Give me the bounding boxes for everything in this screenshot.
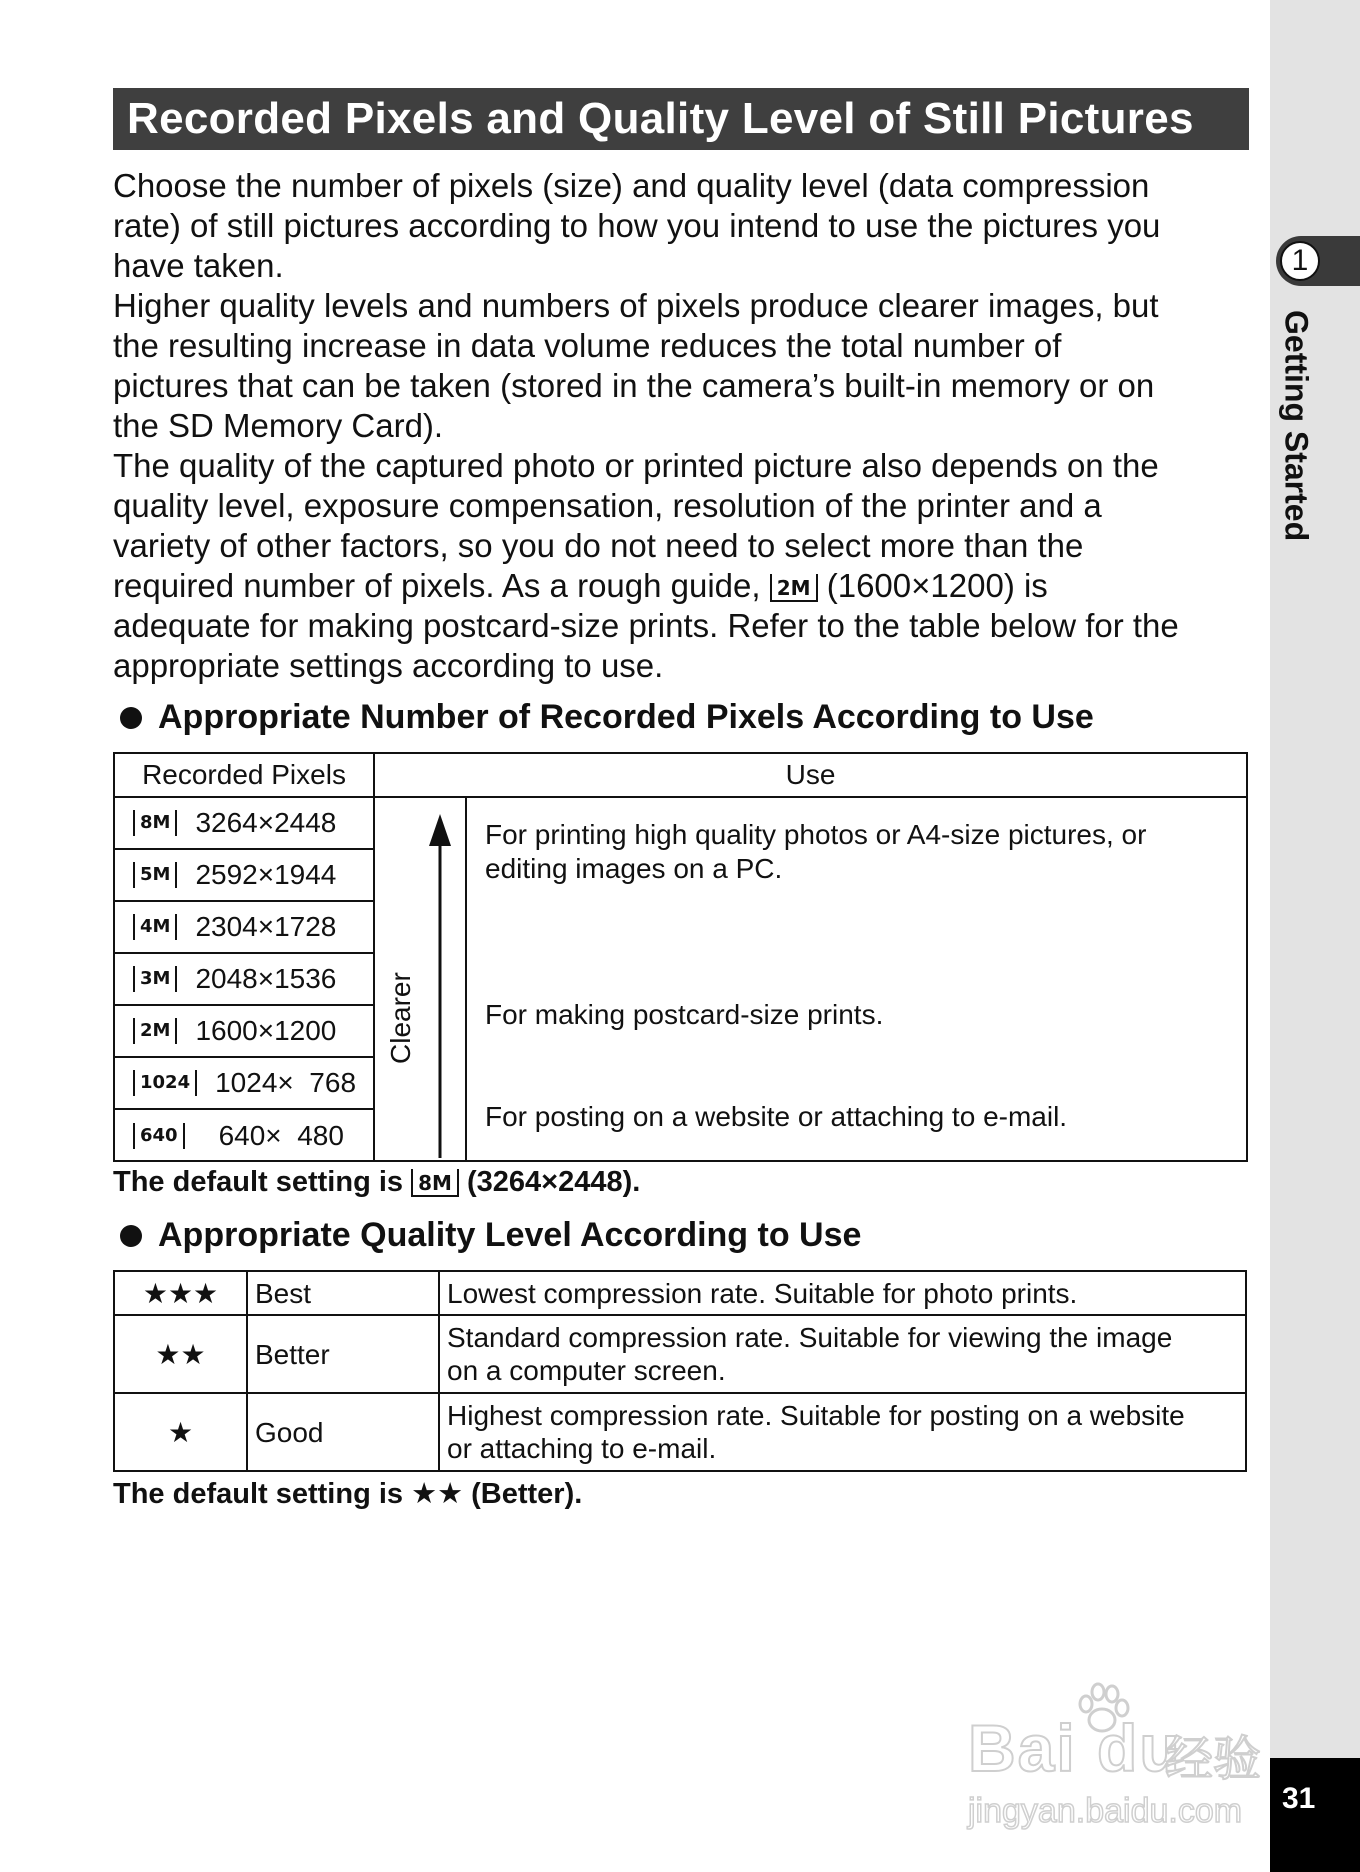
quality-level: Better <box>247 1315 439 1393</box>
pixels-8m-icon: 8M <box>133 810 177 836</box>
intro-line: Choose the number of pixels (size) and quality level (data compression <box>113 167 1150 204</box>
use-line: For printing high quality photos or A4-size pictures, or <box>485 819 1147 850</box>
table-row <box>115 954 373 1006</box>
quality-heading-text: Appropriate Quality Level According to Use <box>158 1216 862 1254</box>
pixels-5m-icon: 5M <box>133 862 177 888</box>
default-suffix: (3264×2448). <box>466 1166 641 1198</box>
intro-line: quality level, exposure compensation, resolution of the printer and a <box>113 487 1102 524</box>
intro-line: have taken. <box>113 247 284 284</box>
pixels-2m-icon: 2M <box>770 574 818 602</box>
stars-rating: ★ <box>114 1393 247 1471</box>
pixels-4m-icon: 4M <box>133 914 177 940</box>
pixel-value: 2592×1944 <box>195 859 337 890</box>
page-number: 31 <box>1270 1758 1360 1872</box>
bullet-icon <box>120 707 142 729</box>
pixels-column <box>115 798 375 1160</box>
guide-text-after: (1600×1200) is <box>826 567 1048 604</box>
table-row <box>115 850 373 902</box>
chapter-number: 1 <box>1280 241 1320 281</box>
pixel-value: 640× 480 <box>218 1120 344 1151</box>
desc-line: Highest compression rate. Suitable for posting on a website <box>447 1400 1185 1431</box>
desc-line: Lowest compression rate. Suitable for photo prints. <box>447 1277 1078 1309</box>
header-recorded-pixels: Recorded Pixels <box>115 754 375 798</box>
table-row <box>114 1393 1246 1471</box>
pixels-default-setting <box>113 1166 640 1199</box>
table-row <box>115 1110 373 1162</box>
pixels-section-heading <box>120 698 1094 737</box>
guide-text-before: required number of pixels. As a rough guide, <box>113 567 761 604</box>
watermark-cn: 经验 <box>1165 1731 1262 1787</box>
use-high-quality <box>485 818 1225 886</box>
pixels-3m-icon: 3M <box>133 966 177 992</box>
pixel-value: 2048×1536 <box>195 963 337 994</box>
quality-level: Good <box>247 1393 439 1471</box>
intro-line: the resulting increase in data volume reduces the total number of <box>113 327 1062 364</box>
desc-line: or attaching to e-mail. <box>447 1433 717 1464</box>
watermark-url: jingyan.baidu.com <box>968 1792 1243 1830</box>
pixel-value: 2304×1728 <box>195 911 337 942</box>
quality-description <box>439 1271 1246 1315</box>
intro-line: The quality of the captured photo or printed picture also depends on the <box>113 447 1159 484</box>
use-line: editing images on a PC. <box>485 853 783 884</box>
stars-rating: ★★ <box>114 1315 247 1393</box>
use-postcard: For making postcard-size prints. <box>485 999 884 1030</box>
table-row <box>115 798 373 850</box>
intro-line: variety of other factors, so you do not need to select more than the <box>113 527 1084 564</box>
quality-level: Best <box>247 1271 439 1315</box>
quality-section-heading <box>120 1216 861 1255</box>
intro-line: the SD Memory Card). <box>113 407 444 444</box>
quality-description <box>439 1315 1246 1393</box>
table-row <box>115 902 373 954</box>
header-use: Use <box>375 754 1246 798</box>
chapter-label[interactable]: Getting Started <box>1278 310 1315 542</box>
bullet-icon <box>120 1225 142 1247</box>
pixels-heading-text: Appropriate Number of Recorded Pixels According to Use <box>158 698 1094 736</box>
intro-line: Higher quality levels and numbers of pixels produce clearer images, but <box>113 287 1159 324</box>
pixel-value: 1024× 768 <box>215 1067 357 1098</box>
table-row <box>115 1058 373 1110</box>
pixels-8m-icon: 8M <box>411 1169 459 1197</box>
pixels-640-icon: 640 <box>133 1123 185 1149</box>
intro-line: rate) of still pictures according to how you intend to use the pictures you <box>113 207 1161 244</box>
table-row <box>115 1006 373 1058</box>
table-row <box>114 1271 1246 1315</box>
intro-line: pictures that can be taken (stored in the camera’s built-in memory or on <box>113 367 1155 404</box>
intro-guide-line <box>113 566 1253 606</box>
quality-default-setting: The default setting is ★★ (Better). <box>113 1478 583 1510</box>
pixels-1024-icon: 1024 <box>133 1070 197 1096</box>
pixels-table <box>113 752 1248 1162</box>
chapter-number-tab[interactable] <box>1276 236 1360 286</box>
desc-line: Standard compression rate. Suitable for viewing the image <box>447 1322 1173 1353</box>
intro-line: appropriate settings according to use. <box>113 647 664 684</box>
use-website: For posting on a website or attaching to e-mail. <box>485 1101 1068 1132</box>
pixel-value: 1600×1200 <box>195 1015 337 1046</box>
quality-description <box>439 1393 1246 1471</box>
quality-table <box>113 1270 1247 1472</box>
clearer-arrow-column <box>375 798 467 1160</box>
pixels-2m-icon: 2M <box>133 1018 177 1044</box>
default-prefix: The default setting is <box>113 1166 404 1198</box>
table-row <box>114 1315 1246 1393</box>
up-arrow-icon <box>425 798 455 1162</box>
desc-line: on a computer screen. <box>447 1355 726 1386</box>
intro-line: adequate for making postcard-size prints. Refer to the table below for the <box>113 607 1179 644</box>
intro-text <box>113 166 1253 686</box>
pixel-value: 3264×2448 <box>195 807 337 838</box>
stars-rating: ★★★ <box>114 1271 247 1315</box>
watermark-logo: Bai du <box>968 1711 1182 1785</box>
clearer-label: Clearer <box>385 972 416 1064</box>
page-title: Recorded Pixels and Quality Level of Still Pictures <box>113 88 1249 150</box>
baidu-watermark <box>960 1680 1270 1830</box>
